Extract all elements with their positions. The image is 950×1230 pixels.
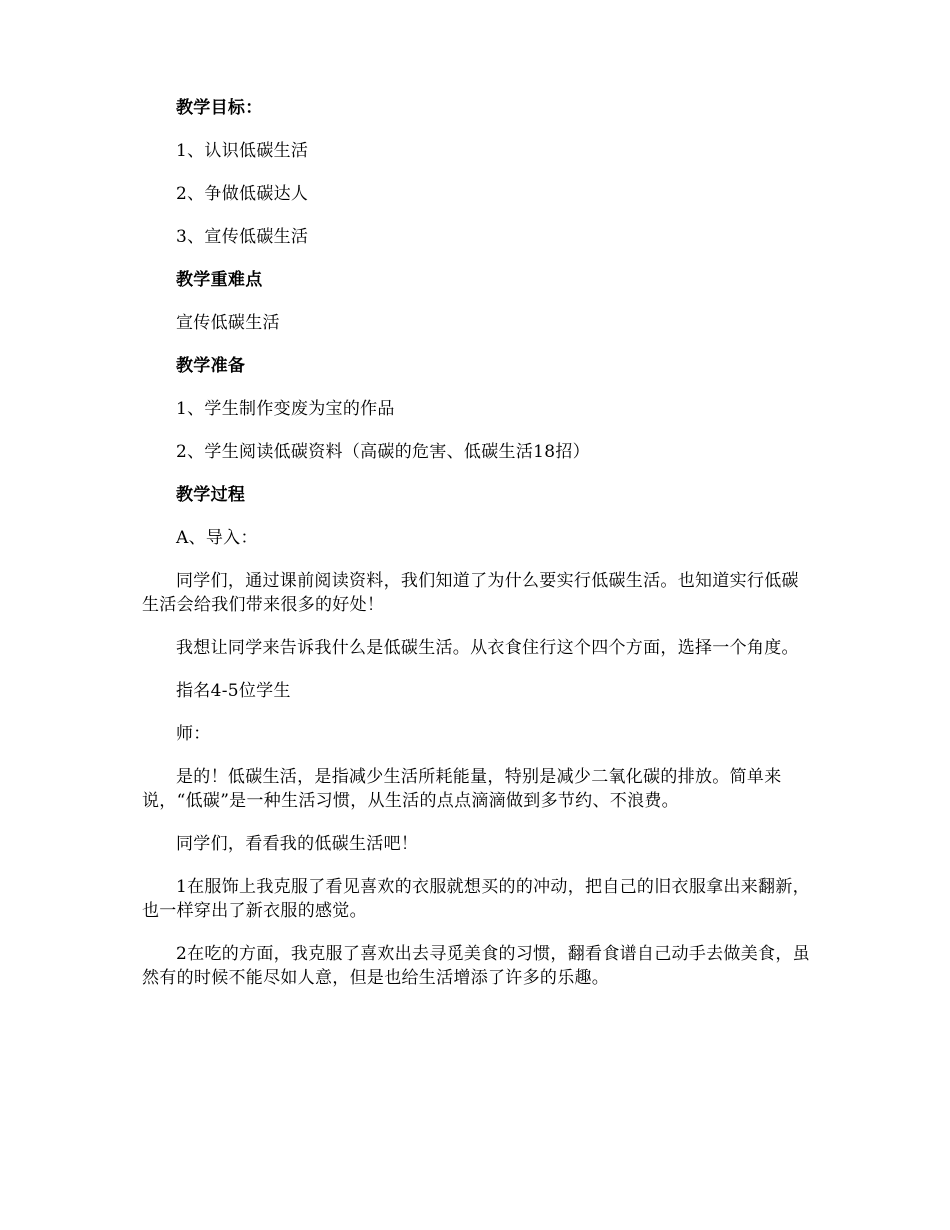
- document-page: [142, 96, 812, 1009]
- preparation-item-2: 2、学生阅读低碳资料（高碳的危害、低碳生活18招）: [176, 442, 590, 462]
- body-paragraph: 是的！低碳生活，是指减少生活所耗能量，特别是减少二氧化碳的排放。简单来说，“低碳”是一种生活习惯，从生活的点点滴滴做到多节约、不浪费。: [142, 767, 782, 811]
- heading-preparation: 教学准备: [176, 356, 246, 376]
- section-intro: A、导入：: [176, 528, 258, 548]
- body-paragraph: 1在服饰上我克服了看见喜欢的衣服就想买的的冲动，把自己的旧衣服拿出来翻新，也一样穿出了新衣服的感觉。: [142, 877, 810, 921]
- body-paragraph: 指名4-5位学生: [176, 681, 291, 701]
- goal-item-3: 3、宣传低碳生活: [176, 227, 309, 247]
- heading-teaching-goals: 教学目标：: [176, 98, 263, 118]
- goal-item-2: 2、争做低碳达人: [176, 184, 309, 204]
- key-point-text: 宣传低碳生活: [176, 313, 280, 333]
- body-paragraph: 2在吃的方面，我克服了喜欢出去寻觅美食的习惯，翻看食谱自己动手去做美食，虽然有的时候不能尽如人意，但是也给生活增添了许多的乐趣。: [142, 944, 810, 988]
- goal-item-1: 1、认识低碳生活: [176, 141, 309, 161]
- body-paragraph: 我想让同学来告诉我什么是低碳生活。从衣食住行这个四个方面，选择一个角度。: [176, 638, 799, 658]
- body-paragraph: 同学们，看看我的低碳生活吧！: [176, 834, 419, 854]
- body-paragraph: 师：: [176, 724, 211, 744]
- heading-key-points: 教学重难点: [176, 270, 263, 290]
- heading-process: 教学过程: [176, 485, 246, 505]
- body-paragraph: 同学们，通过课前阅读资料，我们知道了为什么要实行低碳生活。也知道实行低碳生活会给我们带来很多的好处！: [142, 571, 799, 615]
- preparation-item-1: 1、学生制作变废为宝的作品: [176, 399, 395, 419]
